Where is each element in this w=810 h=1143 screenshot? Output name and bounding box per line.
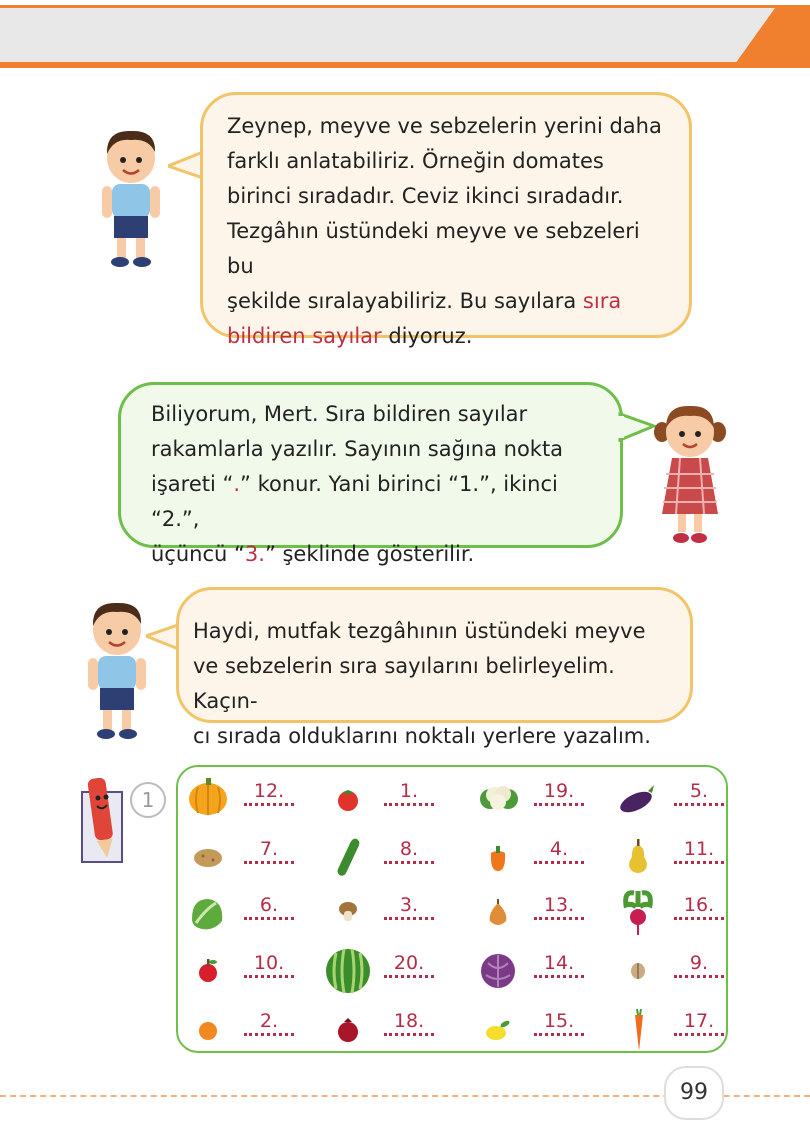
answer-blank[interactable]: 17. [674, 1009, 724, 1036]
answer-blank[interactable]: 8. [384, 837, 434, 864]
page-number: 99 [664, 1066, 724, 1120]
answer-blank[interactable]: 14. [534, 951, 584, 978]
exercise-item [186, 775, 322, 825]
carrot-icon [616, 1005, 662, 1053]
tomato-icon [326, 775, 372, 823]
answer-blank[interactable]: 4. [534, 837, 584, 864]
potato-icon [186, 833, 232, 881]
bubble-text-line: ve sebzelerin sıra sayılarını belirleyelim. Kaçın- [193, 654, 615, 713]
radish-icon [616, 889, 662, 937]
boy-character-icon [96, 122, 166, 272]
bubble-text-line [227, 284, 669, 319]
answer-blank[interactable]: 3. [384, 893, 434, 920]
exercise-item [326, 775, 462, 825]
exercise-item [476, 833, 612, 883]
eggplant-icon [616, 775, 662, 823]
bubble-text-line: birinci sıradadır. Ceviz ikinci sıradadır. [227, 184, 624, 208]
bubble-text: diyoruz. [381, 324, 473, 348]
bubble-text-line: farklı anlatabiliriz. Örneğin domates [227, 149, 604, 173]
speech-bubble-boy-1 [200, 92, 692, 348]
cauliflower-icon [476, 775, 522, 823]
exercise-item [476, 775, 612, 825]
pumpkin-icon [186, 775, 232, 823]
exercise-item [616, 1005, 752, 1055]
red-cabbage-icon [476, 947, 522, 995]
exercise-item [326, 1005, 462, 1055]
answer-blank[interactable]: 13. [534, 893, 584, 920]
answer-blank[interactable]: 6. [244, 893, 294, 920]
cucumber-icon [326, 833, 372, 881]
answer-blank[interactable]: 11. [674, 837, 724, 864]
exercise-item [616, 889, 752, 939]
girl-character-icon [652, 398, 728, 548]
exercise-item [476, 889, 612, 939]
bubble-text-line: Tezgâhın üstündeki meyve ve sebzeleri bu [227, 219, 640, 278]
highlight-term: 3. [244, 542, 265, 566]
highlight-term: bildiren sayılar [227, 324, 382, 348]
onion-icon [476, 889, 522, 937]
answer-blank[interactable]: 20. [384, 951, 434, 978]
bubble-text-line: Biliyorum, Mert. Sıra bildiren sayılar [151, 402, 528, 426]
header-stripe [0, 0, 810, 70]
pepper-icon [476, 833, 522, 881]
bubble-text-line [227, 319, 669, 354]
answer-blank[interactable]: 12. [244, 779, 294, 806]
exercise-item [326, 889, 462, 939]
answer-blank[interactable]: 1. [384, 779, 434, 806]
pear-icon [616, 833, 662, 881]
exercise-item [326, 947, 462, 997]
bubble-text-line [151, 467, 610, 537]
exercise-number: 1 [130, 782, 166, 818]
lemon-icon [476, 1005, 522, 1053]
bubble-text-line: cı sırada olduklarını noktalı yerlere yazalım. [193, 724, 651, 748]
speech-tail [616, 412, 656, 442]
bubble-text-line: Haydi, mutfak tezgâhının üstündeki meyve [193, 619, 646, 643]
exercise-item [186, 833, 322, 883]
bubble-text: ” şeklinde gösterilir. [264, 542, 475, 566]
boy-character-icon [82, 594, 152, 744]
lettuce-icon [186, 889, 232, 937]
watermelon-icon [326, 947, 372, 995]
answer-blank[interactable]: 18. [384, 1009, 434, 1036]
exercise-item [186, 947, 322, 997]
exercise-item [476, 947, 612, 997]
bubble-text: üçüncü “ [151, 542, 245, 566]
exercise-item [476, 1005, 612, 1055]
answer-blank[interactable]: 10. [244, 951, 294, 978]
pomegranate-icon [326, 1005, 372, 1053]
bubble-text-line: rakamlarla yazılır. Sayının sağına nokta [151, 437, 564, 461]
exercise-item [326, 833, 462, 883]
bubble-text: işareti “ [151, 472, 234, 496]
exercise-grid [176, 765, 728, 1053]
answer-blank[interactable]: 9. [674, 951, 724, 978]
answer-blank[interactable]: 7. [244, 837, 294, 864]
bubble-text: ” konur. Yani birinci “1.”, ikinci “2.”, [151, 472, 558, 531]
bubble-text-line [151, 537, 610, 572]
walnut-icon [616, 947, 662, 995]
answer-blank[interactable]: 2. [244, 1009, 294, 1036]
speech-bubble-boy-2 [176, 587, 693, 748]
exercise-item [186, 889, 322, 939]
exercise-item [616, 775, 752, 825]
pencil-notebook-icon [80, 774, 126, 870]
answer-blank[interactable]: 19. [534, 779, 584, 806]
bubble-text-line: Zeynep, meyve ve sebzelerin yerini daha [227, 114, 662, 138]
highlight-term: sıra [582, 289, 622, 313]
exercise-item [616, 947, 752, 997]
mushroom-icon [326, 889, 372, 937]
highlight-term: . [233, 472, 241, 496]
answer-blank[interactable]: 15. [534, 1009, 584, 1036]
orange-icon [186, 1005, 232, 1053]
apple-icon [186, 947, 232, 995]
exercise-item [186, 1005, 322, 1055]
answer-blank[interactable]: 16. [674, 893, 724, 920]
answer-blank[interactable]: 5. [674, 779, 724, 806]
speech-bubble-girl [118, 382, 623, 566]
exercise-item [616, 833, 752, 883]
bubble-text: şekilde sıralayabiliriz. Bu sayılara [227, 289, 583, 313]
